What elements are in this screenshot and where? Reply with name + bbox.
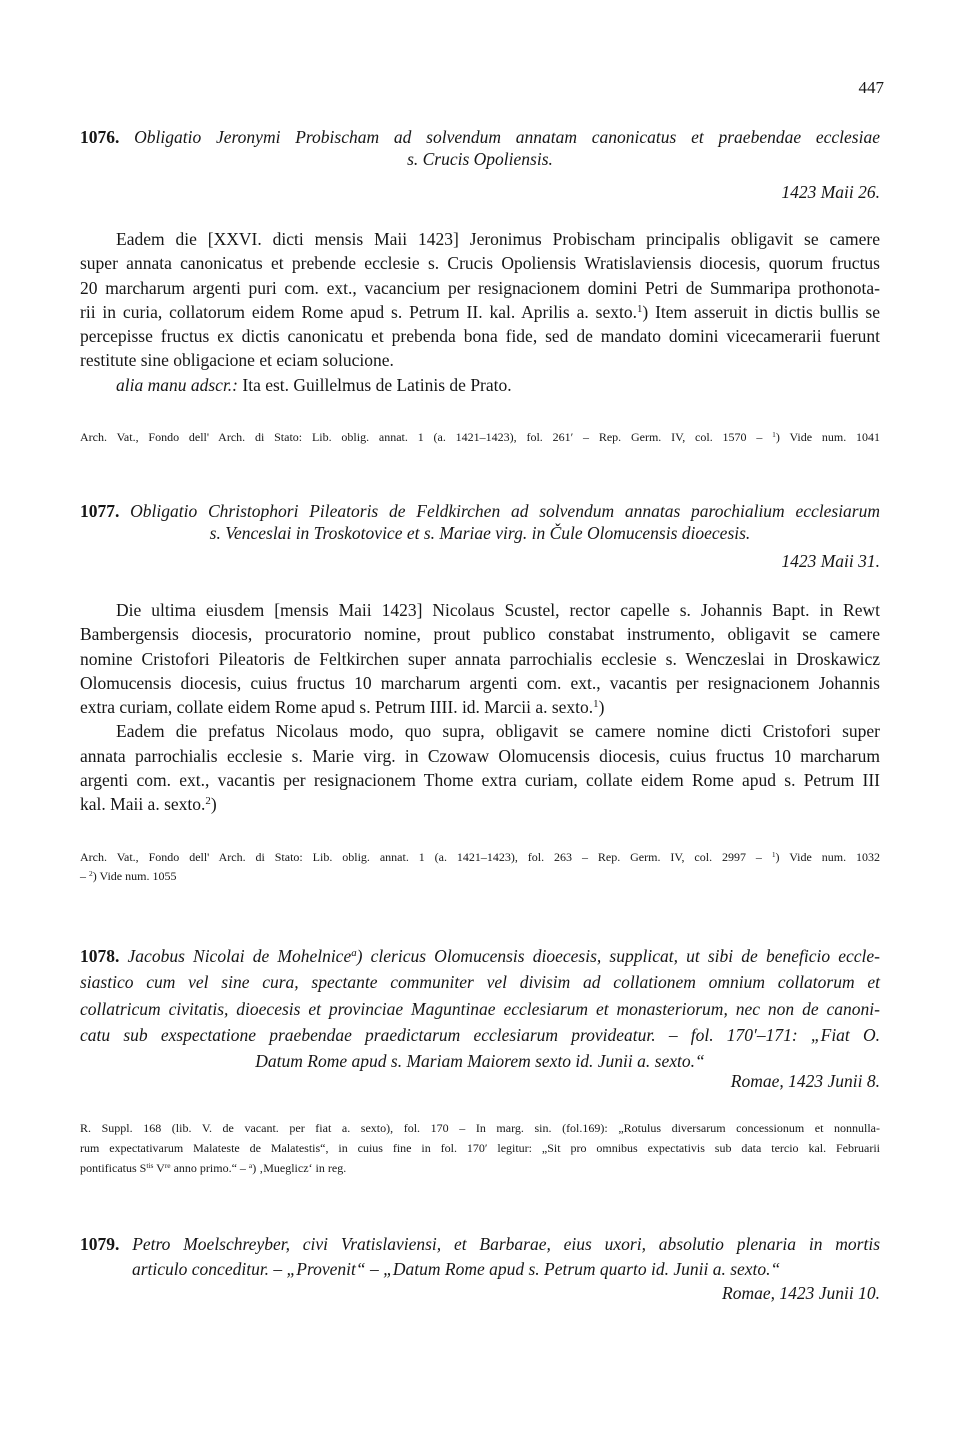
- title-line: articulo conceditur. – „Provenit“ – „Datum Rome apud s. Petrum quarto id. Junii a. sexto.“: [132, 1259, 781, 1279]
- footnote-marker: 1: [772, 429, 776, 439]
- body-line: Eadem die prefatus Nicolaus modo, quo supra, obligavit se camere nomine dicti Cristofori super: [116, 721, 880, 742]
- footnote-marker: 2: [205, 795, 211, 808]
- body-line: Eadem die [XXVI. dicti mensis Maii 1423] Jeronimus Probischam principalis obligavit se camere: [116, 229, 880, 249]
- title-line: siastico cum vel sine cura, spectante communiter vel divisim ad collationem omnium collatorum et: [80, 972, 880, 993]
- body-line: Olomucensis diocesis, cuius fructus 10 marcharum argenti com. ext., vacantis per resignacionem Johannis: [80, 672, 880, 693]
- entry-number: 1078.: [80, 946, 120, 966]
- entry-1076-date: 1423 Maii 26.: [781, 182, 880, 202]
- title-line: catu sub exspectatione praebendae praedictarum ecclesiarum provideatur. – fol. 170′–171: „Fiat O.: [80, 1024, 880, 1045]
- body-line: extra curiam, collate eidem Rome apud s. Petrum IIII. id. Marcii a. sexto.$^1$): [80, 697, 605, 718]
- footnote-marker: 2: [89, 868, 93, 878]
- title-line: Datum Rome apud s. Mariam Maiorem sexto id. Junii a. sexto.“: [255, 1051, 705, 1072]
- title-line: 1076. Obligatio Jeronymi Probischam ad solvendum annatam canonicatus et praebendae ecclesiae: [80, 127, 880, 147]
- body-line: Bambergensis diocesis, procuratorio nomine, prout publico constabat instrumento, obligavit se camere: [80, 624, 880, 645]
- entry-1076-source-note: Arch. Vat., Fondo dell' Arch. di Stato: Lib. oblig. annat. 1 (a. 1421–1423), fol. 261′ – Rep. Germ. IV, col. 1570 – $^1$) Vide num. 1041: [80, 429, 881, 444]
- body-line: percepisse fructus ex dictis canonicatu et prebenda bona fide, sed de mandato domini vicecamerarii fuerunt: [80, 326, 880, 347]
- footnote-marker: a: [248, 1160, 253, 1170]
- body-line: rii in curia, collatorum eidem Rome apud s. Petrum II. kal. Aprilis a. sexto.$^1$) Item asseruit in dictis bullis se: [80, 301, 880, 322]
- entry-1077-title: [80, 500, 880, 544]
- entry-1079-date: Romae, 1423 Junii 10.: [722, 1283, 880, 1303]
- title-line: s. Crucis Opoliensis.: [407, 149, 553, 169]
- title-line: collatricum civitatis, dioecesis et provinciae Maguntinae ecclesiarum et monasteriorum, nec non de canoni-: [80, 998, 880, 1019]
- entry-number: 1076.: [80, 127, 120, 147]
- footnote-marker: a: [351, 947, 357, 960]
- title-line: 1079. Petro Moelschreyber, civi Vratislaviensi, et Barbarae, eius uxori, absolutio plenaria in mortis: [80, 1234, 880, 1254]
- entry-number: 1077.: [80, 501, 120, 521]
- body-line: 20 marcharum argenti puri com. ext., vacancium per resignacionem domini Petri de Summaripa prothonota-: [80, 277, 880, 298]
- entry-1077-body: [80, 598, 880, 817]
- body-line: Die ultima eiusdem [mensis Maii 1423] Nicolaus Scustel, rector capelle s. Johannis Bapt. in Rewt: [116, 600, 880, 620]
- adscription-line: [80, 373, 880, 397]
- adscription-text: Ita est. Guillelmus de Latinis de Prato.: [238, 374, 512, 395]
- petitioner-name: Jacobus Nicolai de Mohelnice: [127, 946, 352, 966]
- footnote-marker: 1: [636, 302, 643, 315]
- footnote-marker: 1: [771, 849, 776, 859]
- entry-1077-date: 1423 Maii 31.: [781, 551, 880, 571]
- body-line: super annata canonicatus et prebende ecclesie s. Crucis Opoliensis Wratislaviensis diocesis, quorum fructus: [80, 253, 880, 274]
- entry-1077-source-note: Arch. Vat., Fondo dell' Arch. di Stato: Lib. oblig. annat. 1 (a. 1421–1423), fol. 263 – Rep. Germ. IV, col. 2997 – $^1$) Vide num. 1032 – $^2$) Vide num. 1055: [80, 849, 880, 883]
- title-line: 1078. Jacobus Nicolai de Mohelnice$^a$) clericus Olomucensis dioecesis, supplicat, ut sibi de beneficio eccle-: [80, 946, 880, 966]
- body-line: argenti com. ext., vacantis per resignacionem Thome extra curiam, collate eidem Rome apud s. Petrum III: [80, 770, 880, 791]
- title-line: s. Venceslai in Troskotovice et s. Mariae virg. in Čule Olomucensis dioecesis.: [209, 523, 751, 543]
- entry-1078-date: Romae, 1423 Junii 8.: [730, 1071, 880, 1091]
- body-line: kal. Maii a. sexto.$^2$): [80, 794, 217, 815]
- entry-1078-title: [80, 943, 880, 1074]
- body-line: annata parrochialis ecclesie s. Marie virg. in Czowaw Olomucensis diocesis, cuius fructus 10 marcharum: [80, 745, 880, 766]
- page-number: 447: [858, 78, 884, 97]
- body-line: restitute sine obligacione et eciam solucione.: [80, 350, 394, 371]
- body-line: nomine Cristofori Pileatoris de Feltkirchen super annata parrochialis ecclesie s. Wenczeslai in Droskawicz: [80, 648, 880, 669]
- entry-1076-title: [80, 126, 880, 170]
- entry-1079-title: [80, 1232, 880, 1282]
- adscription-label: alia manu adscr.:: [116, 374, 239, 395]
- footnote-marker: 1: [593, 698, 599, 711]
- entry-1076-body: [80, 227, 880, 397]
- title-line: 1077. Obligatio Christophori Pileatoris de Feldkirchen ad solvendum annatas parochialium ecclesiarum: [80, 501, 881, 521]
- entry-number: 1079.: [80, 1234, 120, 1254]
- entry-1078-source-note: R. Suppl. 168 (lib. V. de vacant. per fiat a. sexto), fol. 170 – In marg. sin. (fol.169): „Rotulus diversarum concessionum et nonnulla- rum expectativarum Malateste de Malatestis“, in cuius fine in fol. 170′ legitur: „Sit pro omnibus expectativis sub data tercio kal. Februarii pontificatus $S^{tis}$ Vre anno primo.“ – $^a$) ‚Mueglicz‘ in reg.: [80, 1121, 880, 1175]
